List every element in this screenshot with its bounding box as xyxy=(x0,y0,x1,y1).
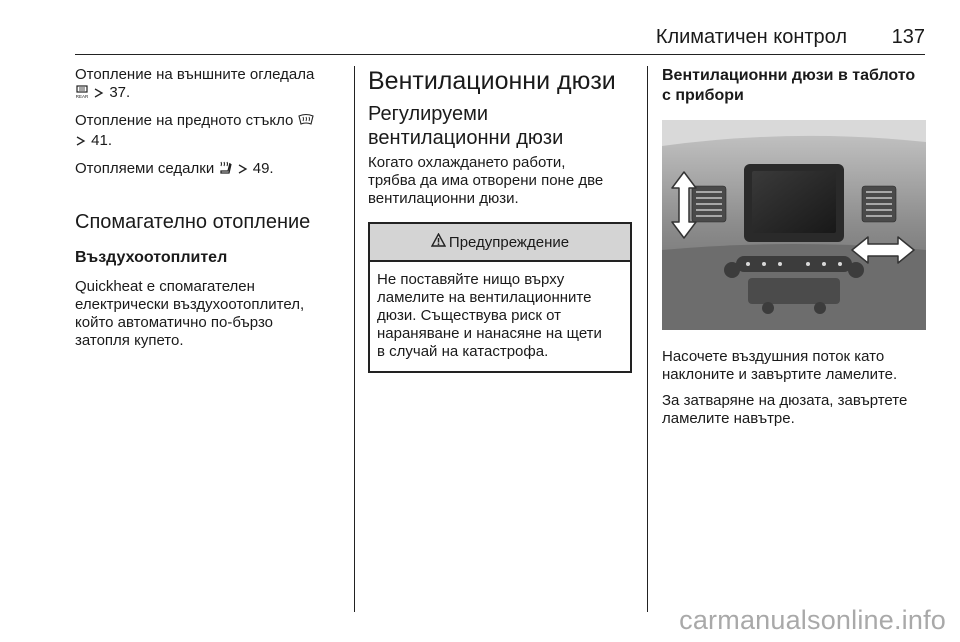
text-line: дюзи. Съществува риск от xyxy=(377,307,561,324)
text-line: Quickheat е спомагателен xyxy=(75,278,255,295)
page-ref-icon xyxy=(93,86,105,104)
paragraph-direct-airflow xyxy=(662,348,926,384)
section-heading-aux-heating: Спомагателно отопление xyxy=(75,211,311,233)
page-number: 137 xyxy=(891,26,925,48)
text-line: в случай на катастрофа. xyxy=(377,343,549,360)
svg-text:REAR: REAR xyxy=(75,94,89,99)
warning-title: Предупреждение xyxy=(448,233,570,251)
text-line: трябва да има отворени поне две xyxy=(368,172,604,189)
page-ref-icon xyxy=(237,162,249,180)
seat-heat-icon xyxy=(218,161,232,180)
site-watermark: carmanualsonline.info xyxy=(679,605,946,635)
column-divider-1 xyxy=(354,66,355,612)
mirror-heating-ref[interactable]: 37. xyxy=(109,84,131,101)
windscreen-heating-text: Отопление на предното стъкло xyxy=(75,112,294,129)
text-line: Не поставяйте нищо върху xyxy=(377,271,565,288)
text-line: Когато охлаждането работи, xyxy=(368,154,566,171)
warning-header xyxy=(370,224,630,262)
warning-box xyxy=(368,222,632,373)
mirror-heating-text: Отопление на външните огледала xyxy=(75,66,315,83)
warning-text xyxy=(370,262,630,371)
heading-dashboard-vents xyxy=(662,66,926,106)
text-line: наклоните и завъртите ламелите. xyxy=(662,366,898,383)
text-line: За затваряне на дюзата, завъртете xyxy=(662,392,908,409)
seat-heating-text: Отопляеми седалки xyxy=(75,160,215,177)
text-line: Вентилационни дюзи в таблото xyxy=(662,67,916,84)
page-ref-icon xyxy=(75,134,87,152)
paragraph-quickheat xyxy=(75,278,345,350)
text-line: вентилационни дюзи. xyxy=(368,190,519,207)
column-divider-2 xyxy=(647,66,648,612)
text-line: ламелите на вентилационните xyxy=(377,289,592,306)
paragraph-seat-heating xyxy=(75,160,345,180)
text-line: нараняване и нанасяне на щети xyxy=(377,325,602,342)
text-line: с прибори xyxy=(662,87,744,104)
dashboard-vents-photo xyxy=(662,120,926,330)
column-1 xyxy=(75,66,345,350)
column-2 xyxy=(368,66,633,373)
text-line: затопля купето. xyxy=(75,332,184,349)
paragraph-vents-intro xyxy=(368,154,633,208)
rear-heat-icon xyxy=(75,85,89,104)
text-line: електрически въздухоотоплител, xyxy=(75,296,305,313)
windscreen-heating-ref[interactable]: 41. xyxy=(91,132,113,149)
text-line: Регулируеми xyxy=(368,103,488,125)
subheading-adjustable-vents xyxy=(368,102,633,150)
text-line: Насочете въздушния поток като xyxy=(662,348,885,365)
paragraph-close-vent xyxy=(662,392,926,428)
paragraph-windscreen-heating xyxy=(75,112,345,152)
seat-heating-ref[interactable]: 49. xyxy=(252,160,274,177)
warning-triangle-icon xyxy=(431,233,446,251)
paragraph-mirror-heating xyxy=(75,66,345,104)
section-heading-air-vents: Вентилационни дюзи xyxy=(368,67,616,95)
subheading-air-heater: Въздухоотоплител xyxy=(75,249,228,266)
chapter-title: Климатичен контрол xyxy=(655,26,847,48)
page-header xyxy=(75,24,925,55)
windscreen-heat-icon xyxy=(298,113,314,132)
text-line: вентилационни дюзи xyxy=(368,127,564,149)
column-3 xyxy=(662,66,926,428)
text-line: ламелите навътре. xyxy=(662,410,795,427)
text-line: който автоматично по-бързо xyxy=(75,314,274,331)
